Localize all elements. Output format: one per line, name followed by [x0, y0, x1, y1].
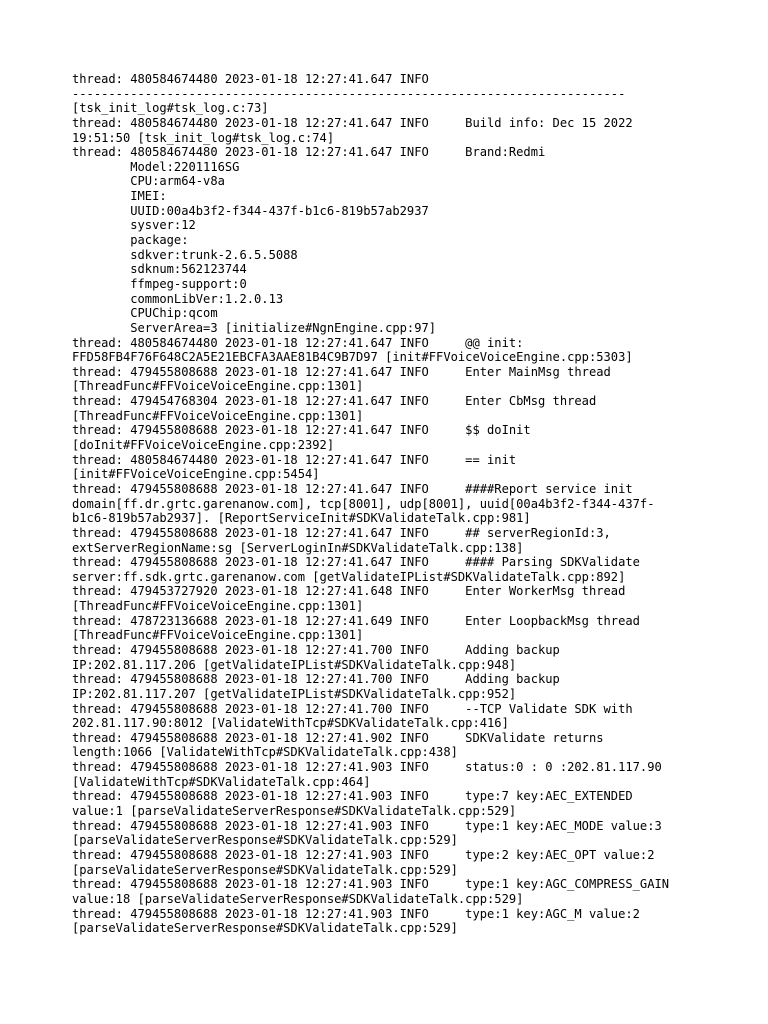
log-line: thread: 480584674480 2023-01-18 12:27:41.647 INFO @@ init: — [72, 335, 524, 350]
log-line: IP:202.81.117.206 [getValidateIPList#SDKValidateTalk.cpp:948] — [72, 657, 517, 672]
log-line: thread: 479455808688 2023-01-18 12:27:41.700 INFO --TCP Validate SDK with — [72, 701, 633, 716]
log-line: [parseValidateServerResponse#SDKValidateTalk.cpp:529] — [72, 833, 458, 848]
log-line: ServerArea=3 [initialize#NgnEngine.cpp:97] — [72, 320, 437, 335]
log-line: 202.81.117.90:8012 [ValidateWithTcp#SDKValidateTalk.cpp:416] — [72, 716, 509, 731]
log-line: b1c6-819b57ab2937]. [ReportServiceInit#SDKValidateTalk.cpp:981] — [72, 511, 531, 526]
log-line: 19:51:50 [tsk_init_log#tsk_log.c:74] — [72, 130, 335, 145]
log-line: [tsk_init_log#tsk_log.c:73] — [72, 101, 269, 116]
log-line: [ThreadFunc#FFVoiceVoiceEngine.cpp:1301] — [72, 408, 364, 423]
log-line: extServerRegionName:sg [ServerLoginIn#SDKValidateTalk.cpp:138] — [72, 540, 524, 555]
log-line: value:18 [parseValidateServerResponse#SDKValidateTalk.cpp:529] — [72, 891, 524, 906]
log-line: [parseValidateServerResponse#SDKValidateTalk.cpp:529] — [72, 921, 458, 936]
log-line: thread: 479455808688 2023-01-18 12:27:41.700 INFO Adding backup — [72, 672, 560, 687]
log-line: thread: 479455808688 2023-01-18 12:27:41.903 INFO type:7 key:AEC_EXTENDED — [72, 789, 633, 804]
log-line: thread: 479455808688 2023-01-18 12:27:41.903 INFO status:0 : 0 :202.81.117.90 — [72, 760, 662, 775]
log-line: server:ff.sdk.grtc.garenanow.com [getValidateIPList#SDKValidateTalk.cpp:892] — [72, 569, 626, 584]
log-line: [doInit#FFVoiceVoiceEngine.cpp:2392] — [72, 438, 335, 453]
log-line: thread: 479455808688 2023-01-18 12:27:41.903 INFO type:1 key:AGC_COMPRESS_GAIN — [72, 877, 670, 892]
log-line: thread: 479455808688 2023-01-18 12:27:41.647 INFO $$ doInit — [72, 423, 531, 438]
log-line: thread: 478723136688 2023-01-18 12:27:41.649 INFO Enter LoopbackMsg thread — [72, 613, 640, 628]
log-line: [ThreadFunc#FFVoiceVoiceEngine.cpp:1301] — [72, 599, 364, 614]
log-line: sdknum:562123744 — [72, 262, 247, 277]
log-line: ---------------------------------------------------------------------------- — [72, 86, 626, 101]
log-line: [parseValidateServerResponse#SDKValidateTalk.cpp:529] — [72, 862, 458, 877]
log-line: thread: 479453727920 2023-01-18 12:27:41.648 INFO Enter WorkerMsg thread — [72, 584, 626, 599]
log-line: thread: 480584674480 2023-01-18 12:27:41.647 INFO — [72, 72, 429, 86]
log-line: thread: 480584674480 2023-01-18 12:27:41.647 INFO == init — [72, 452, 517, 467]
log-line: CPUChip:qcom — [72, 306, 218, 321]
log-line: thread: 479455808688 2023-01-18 12:27:41.700 INFO Adding backup — [72, 642, 560, 657]
log-line: IMEI: — [72, 189, 167, 204]
log-line: sysver:12 — [72, 218, 196, 233]
log-line: thread: 479455808688 2023-01-18 12:27:41.903 INFO type:1 key:AGC_M value:2 — [72, 906, 640, 921]
log-line: IP:202.81.117.207 [getValidateIPList#SDKValidateTalk.cpp:952] — [72, 686, 517, 701]
log-document — [72, 72, 712, 936]
log-line: value:1 [parseValidateServerResponse#SDKValidateTalk.cpp:529] — [72, 804, 517, 819]
log-line: commonLibVer:1.2.0.13 — [72, 291, 284, 306]
log-line: UUID:00a4b3f2-f344-437f-b1c6-819b57ab2937 — [72, 203, 429, 218]
log-line: [ThreadFunc#FFVoiceVoiceEngine.cpp:1301] — [72, 379, 364, 394]
log-line: thread: 479455808688 2023-01-18 12:27:41.647 INFO Enter MainMsg thread — [72, 364, 611, 379]
log-line: package: — [72, 233, 189, 248]
log-line: ffmpeg-support:0 — [72, 276, 247, 291]
log-line: sdkver:trunk-2.6.5.5088 — [72, 247, 298, 262]
log-line: Model:2201116SG — [72, 159, 240, 174]
log-line: [ValidateWithTcp#SDKValidateTalk.cpp:464] — [72, 774, 371, 789]
log-line: thread: 479455808688 2023-01-18 12:27:41.903 INFO type:2 key:AEC_OPT value:2 — [72, 847, 655, 862]
log-line: thread: 479455808688 2023-01-18 12:27:41.647 INFO #### Parsing SDKValidate — [72, 555, 640, 570]
log-line: thread: 479455808688 2023-01-18 12:27:41.903 INFO type:1 key:AEC_MODE value:3 — [72, 818, 662, 833]
log-line: thread: 479455808688 2023-01-18 12:27:41.647 INFO ####Report service init — [72, 481, 633, 496]
log-line: thread: 479454768304 2023-01-18 12:27:41.647 INFO Enter CbMsg thread — [72, 394, 597, 409]
log-line: domain[ff.dr.grtc.garenanow.com], tcp[8001], udp[8001], uuid[00a4b3f2-f344-437f- — [72, 496, 655, 511]
log-line: thread: 480584674480 2023-01-18 12:27:41.647 INFO Brand:Redmi — [72, 145, 546, 160]
log-line: thread: 480584674480 2023-01-18 12:27:41.647 INFO Build info: Dec 15 2022 — [72, 115, 633, 130]
log-line: CPU:arm64-v8a — [72, 174, 225, 189]
log-line: [ThreadFunc#FFVoiceVoiceEngine.cpp:1301] — [72, 628, 364, 643]
log-line: thread: 479455808688 2023-01-18 12:27:41.647 INFO ## serverRegionId:3, — [72, 525, 611, 540]
log-line: thread: 479455808688 2023-01-18 12:27:41.902 INFO SDKValidate returns — [72, 730, 604, 745]
log-line: length:1066 [ValidateWithTcp#SDKValidateTalk.cpp:438] — [72, 745, 458, 760]
log-line: [init#FFVoiceVoiceEngine.cpp:5454] — [72, 467, 320, 482]
log-line: FFD58FB4F76F648C2A5E21EBCFA3AAE81B4C9B7D97 [init#FFVoiceVoiceEngine.cpp:5303] — [72, 350, 633, 365]
